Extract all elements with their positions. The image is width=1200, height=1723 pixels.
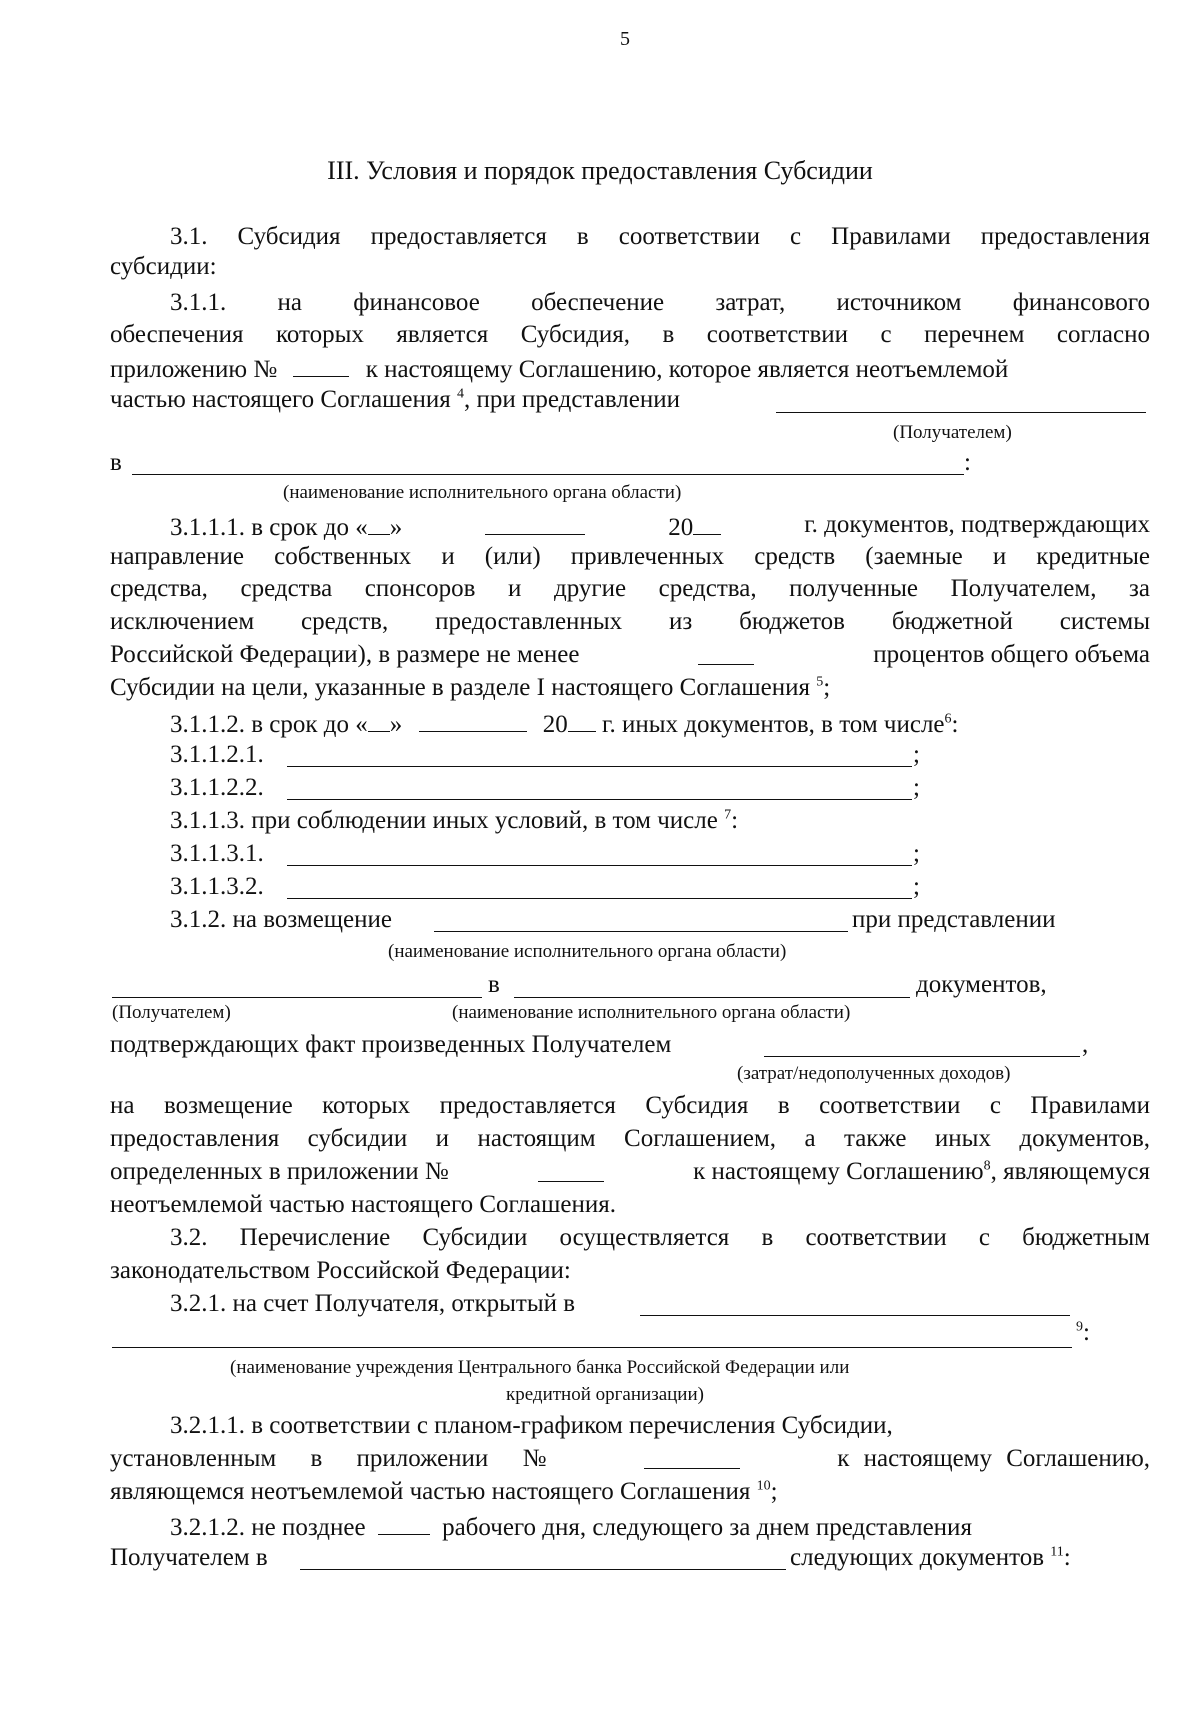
footnote-ref: 8 [983, 1158, 991, 1174]
paragraph-3-2-1-2-line-2-start: Получателем в [110, 1544, 268, 1571]
appendix-number-blank [644, 1444, 740, 1469]
text-segment: приложению № [110, 356, 278, 383]
text-segment: Российской Федерации), в размере не менее [110, 641, 580, 668]
text-segment: : [951, 711, 959, 738]
paragraph-3-1-line-1: 3.1. Субсидия предоставляется в соответствии с Правилами предоставления [170, 223, 1150, 250]
executive-organ-blank [434, 931, 848, 932]
text-segment: Субсидии на цели, указанные в разделе I настоящего Соглашения [110, 674, 810, 701]
text-segment: 3.2.1.2. не позднее [170, 1514, 366, 1541]
paragraph-3-1-1-1-line-6 [110, 673, 1150, 703]
caption-recipient: (Получателем) [893, 422, 1012, 443]
paragraph-3-1-1-line-3 [110, 352, 1150, 385]
item-3-1-1-3-2: 3.1.1.3.2. [170, 873, 264, 900]
text-segment: , при представлении [464, 386, 681, 413]
caption-executive-organ: (наименование исполнительного органа области) [452, 1002, 851, 1023]
paragraph-3-2-line-2: законодательством Российской Федерации: [110, 1257, 571, 1284]
text-segment: г. иных документов, в том числе [602, 711, 945, 738]
item-3-1-1-3-1-blank [287, 865, 912, 866]
recipient-blank [112, 997, 482, 998]
semicolon: ; [913, 741, 920, 768]
caption-executive-organ: (наименование исполнительного органа области) [388, 941, 787, 962]
semicolon: ; [913, 840, 920, 867]
paragraph-3-2-1-2-line-1 [170, 1510, 1100, 1543]
text-segment: 3.1.1.1. в срок до « [170, 514, 368, 541]
text-segment: являющемся неотъемлемой частью настоящего Соглашения [110, 1478, 751, 1505]
text-segment: в [110, 449, 122, 476]
text-segment: ; [823, 674, 831, 701]
text-segment [668, 510, 721, 543]
page-number: 5 [620, 28, 630, 50]
text-segment: определенных в приложении № [110, 1158, 449, 1185]
text-segment: рабочего дня, следующего за днем представления [442, 1514, 972, 1541]
item-3-1-1-3-1: 3.1.1.3.1. [170, 840, 264, 867]
paragraph-3-2-line-1: 3.2. Перечисление Субсидии осуществляется в соответствии с бюджетным [170, 1224, 1150, 1251]
caption-costs: (затрат/недополученных доходов) [737, 1063, 1011, 1084]
text-segment: : [731, 807, 739, 834]
text-segment: установленным в приложении № [110, 1445, 547, 1472]
text-segment: , являющемуся [990, 1158, 1150, 1185]
paragraph-3-1-1-3-line-1 [170, 806, 1200, 836]
paragraph-3-1-1-line-2: обеспечения которых является Субсидия, в соответствии с перечнем согласно [110, 321, 1150, 348]
text-segment: в [488, 971, 500, 998]
paragraph-3-1-1-line-1: 3.1.1. на финансовое обеспечение затрат, источником финансового [170, 289, 1150, 316]
footnote-ref-9 [1076, 1318, 1106, 1348]
paragraph-3-1-1-1-line-5 [110, 640, 1150, 670]
footnote-ref: 11 [1050, 1544, 1064, 1560]
day-blank [368, 707, 390, 732]
text-segment: : [1063, 1544, 1071, 1571]
footnote-ref: 9 [1076, 1319, 1083, 1335]
caption-bank-line-1: (наименование учреждения Центрального банка Российской Федерации или [230, 1357, 850, 1378]
appendix-number-blank [538, 1157, 604, 1182]
colon: : [964, 449, 971, 476]
text-segment: к настоящему Соглашению, [837, 1445, 1150, 1472]
paragraph-3-2-1-line-1: 3.2.1. на счет Получателя, открытый в [170, 1290, 576, 1317]
paragraph-3-1-2-line-6 [110, 1157, 1150, 1187]
paragraph-3-2-1-2-line-2-end [790, 1543, 1120, 1573]
paragraph-3-1-2-line-1-end: при представлении [852, 906, 1056, 933]
month-blank [485, 510, 585, 535]
paragraph-3-1-1-2-line-1 [170, 707, 1200, 740]
paragraph-3-1-2-line-1-start: 3.1.2. на возмещение [170, 906, 392, 933]
month-blank [419, 707, 527, 732]
executive-organ-blank [132, 474, 964, 475]
text-segment: г. документов, подтверждающих [804, 511, 1150, 538]
semicolon: ; [913, 774, 920, 801]
paragraph-3-1-2-line-4: на возмещение которых предоставляется Субсидия в соответствии с Правилами [110, 1092, 1150, 1119]
paragraph-3-2-1-1-line-1: 3.2.1.1. в соответствии с планом-графиком перечисления Субсидии, [170, 1412, 893, 1439]
item-3-1-1-2-2-blank [287, 799, 912, 800]
year-blank [568, 707, 596, 732]
caption-recipient: (Получателем) [112, 1002, 231, 1023]
text-segment: 20 [668, 514, 694, 541]
bank-blank-line-2 [112, 1347, 1072, 1348]
comma: , [1082, 1031, 1089, 1058]
paragraph-3-1-2-line-3: подтверждающих факт произведенных Получателем [110, 1031, 672, 1058]
authority-blank [300, 1569, 786, 1570]
text-segment: 20 [542, 711, 568, 738]
text-segment: ; [770, 1478, 778, 1505]
bank-blank [640, 1315, 1070, 1316]
paragraph-3-1-2-line-5: предоставления субсидии и настоящим Соглашением, а также иных документов, [110, 1125, 1150, 1152]
item-3-1-1-2-1: 3.1.1.2.1. [170, 741, 264, 768]
footnote-ref: 7 [724, 807, 732, 823]
footnote-ref: 4 [457, 386, 465, 402]
item-3-1-1-2-2: 3.1.1.2.2. [170, 774, 264, 801]
footnote-ref: 5 [816, 674, 824, 690]
text-segment: » [389, 711, 403, 738]
text-segment: » [389, 514, 403, 541]
costs-blank [764, 1056, 1080, 1057]
text-segment [693, 1157, 1150, 1187]
executive-organ-blank [514, 997, 910, 998]
text-segment: частью настоящего Соглашения [110, 386, 451, 413]
paragraph-3-1-1-line-4 [110, 385, 1150, 415]
paragraph-3-2-1-1-line-3 [110, 1477, 1150, 1507]
day-blank [368, 510, 390, 535]
paragraph-3-2-1-1-line-2 [110, 1444, 1150, 1474]
text-segment: к настоящему Соглашению, которое является неотъемлемой [365, 356, 1009, 383]
text-segment [170, 510, 402, 543]
percent-blank [698, 640, 754, 665]
recipient-blank [776, 412, 1146, 413]
paragraph-3-1-1-1-line-4: исключением средств, предоставленных из бюджетов бюджетной системы [110, 608, 1150, 635]
footnote-ref: 10 [756, 1478, 771, 1494]
working-day-blank [378, 1510, 430, 1535]
text-segment: процентов общего объема [873, 641, 1150, 668]
paragraph-3-1-2-line-7: неотъемлемой частью настоящего Соглашения. [110, 1191, 616, 1218]
caption-executive-organ: (наименование исполнительного органа области) [283, 482, 682, 503]
paragraph-3-1-1-1-line-3: средства, средства спонсоров и другие средства, полученные Получателем, за [110, 575, 1150, 602]
paragraph-3-1-1-1-line-2: направление собственных и (или) привлеченных средств (заемные и кредитные [110, 543, 1150, 570]
section-title: III. Условия и порядок предоставления Субсидии [327, 156, 873, 185]
appendix-number-blank [293, 352, 349, 377]
semicolon: ; [913, 873, 920, 900]
text-segment: документов, [916, 971, 1047, 998]
paragraph-3-1-1-1-line-1 [170, 510, 1150, 543]
text-segment: 3.1.1.2. в срок до « [170, 711, 368, 738]
item-3-1-1-2-1-blank [287, 766, 912, 767]
year-blank [693, 510, 721, 535]
text-segment: к настоящему Соглашению [693, 1158, 984, 1185]
caption-bank-line-2: кредитной организации) [506, 1384, 704, 1405]
paragraph-3-1-line-2: субсидии: [110, 253, 217, 280]
text-segment: следующих документов [790, 1544, 1044, 1571]
footnote-ref: 6 [944, 711, 952, 727]
item-3-1-1-3-2-blank [287, 898, 912, 899]
text-segment: : [1083, 1319, 1090, 1346]
text-segment: 3.1.1.3. при соблюдении иных условий, в том числе [170, 807, 718, 834]
